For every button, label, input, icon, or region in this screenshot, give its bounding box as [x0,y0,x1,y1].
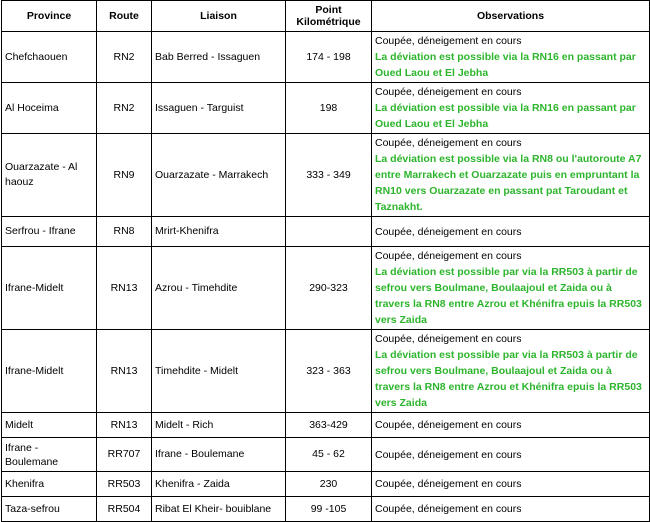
status-text: Coupée, déneigement en cours [375,448,522,461]
header-liaison: Liaison [152,1,286,32]
deviation-text: La déviation est possible via la RN8 ou l'autoroute A7 entre Marrakech et Ouarzazate puis en empruntant la RN10 vers Ouarzazate en passant pat Taroudant et Taznakht. [375,153,642,213]
cell-route: RN2 [97,83,152,134]
cell-route: RN9 [97,134,152,217]
cell-observations [372,134,650,217]
cell-liaison: Timehdite - Midelt [152,330,286,413]
cell-pk: 323 - 363 [286,330,372,413]
cell-observations [372,32,650,83]
cell-pk: 333 - 349 [286,134,372,217]
cell-province: Chefchaouen [2,32,97,83]
header-route: Route [97,1,152,32]
cell-observations [372,247,650,330]
table-row [2,83,650,134]
cell-liaison: Mrirt-Khenifra [152,217,286,247]
status-text: Coupée, déneigement en cours [375,503,522,515]
cell-province: Ifrane-Midelt [2,247,97,330]
cell-route: RN13 [97,413,152,438]
road-closures-table [1,0,650,522]
cell-observations [372,497,650,522]
status-text: Coupée, déneigement en cours [375,86,522,98]
cell-pk [286,217,372,247]
table-row [2,472,650,497]
deviation-text: La déviation est possible par via la RR503 à partir de sefrou vers Boulmane, Boulaajoul et Zaida ou à travers la RN8 entre Azrou et Khénifra epuis la RR503 vers Zaida [375,349,642,409]
status-text: Coupée, déneigement en cours [375,225,522,238]
header-province: Province [2,1,97,32]
table-row [2,134,650,217]
header-point-kilometrique: Point Kilométrique [286,1,372,32]
cell-liaison: Ribat El Kheir- bouiblane [152,497,286,522]
cell-route: RR503 [97,472,152,497]
table-row [2,330,650,413]
cell-observations [372,413,650,438]
deviation-text: La déviation est possible via la RN16 en passant par Oued Laou et El Jebha [375,51,636,79]
deviation-text: La déviation est possible via la RN16 en passant par Oued Laou et El Jebha [375,102,636,130]
cell-province: Ifrane - Boulemane [2,438,97,472]
cell-liaison: Khenifra - Zaida [152,472,286,497]
table-row [2,497,650,522]
cell-liaison: Ouarzazate - Marrakech [152,134,286,217]
cell-province: Ouarzazate - Al haouz [2,134,97,217]
status-text: Coupée, déneigement en cours [375,250,522,262]
status-text: Coupée, déneigement en cours [375,35,522,47]
cell-observations [372,438,650,472]
cell-route: RR707 [97,438,152,472]
cell-pk: 230 [286,472,372,497]
cell-province: Al Hoceima [2,83,97,134]
cell-route: RR504 [97,497,152,522]
status-text: Coupée, déneigement en cours [375,478,522,490]
cell-liaison: Azrou - Timehdite [152,247,286,330]
cell-pk: 45 - 62 [286,438,372,472]
deviation-text: La déviation est possible par via la RR503 à partir de sefrou vers Boulmane, Boulaajoul et Zaida ou à travers la RN8 entre Azrou et Khénifra epuis la RR503 vers Zaida [375,266,642,326]
cell-route: RN13 [97,330,152,413]
cell-pk: 198 [286,83,372,134]
cell-province: Khenifra [2,472,97,497]
cell-observations [372,472,650,497]
cell-pk: 174 - 198 [286,32,372,83]
cell-pk: 363-429 [286,413,372,438]
cell-pk: 99 -105 [286,497,372,522]
table-row [2,247,650,330]
cell-route: RN13 [97,247,152,330]
cell-liaison: Midelt - Rich [152,413,286,438]
cell-province: Serfrou - Ifrane [2,217,97,247]
table-row [2,438,650,472]
cell-route: RN8 [97,217,152,247]
cell-liaison: Issaguen - Targuist [152,83,286,134]
cell-province: Taza-sefrou [2,497,97,522]
cell-liaison: Bab Berred - Issaguen [152,32,286,83]
cell-province: Midelt [2,413,97,438]
cell-observations [372,330,650,413]
status-text: Coupée, déneigement en cours [375,333,522,345]
header-observations: Observations [372,1,650,32]
cell-province: Ifrane-Midelt [2,330,97,413]
cell-liaison: Ifrane - Boulemane [152,438,286,472]
cell-observations [372,217,650,247]
table-row [2,413,650,438]
table-row [2,217,650,247]
status-text: Coupée, déneigement en cours [375,419,522,431]
cell-route: RN2 [97,32,152,83]
header-row [2,1,650,32]
table-row [2,32,650,83]
cell-pk: 290-323 [286,247,372,330]
status-text: Coupée, déneigement en cours [375,137,522,149]
cell-observations [372,83,650,134]
